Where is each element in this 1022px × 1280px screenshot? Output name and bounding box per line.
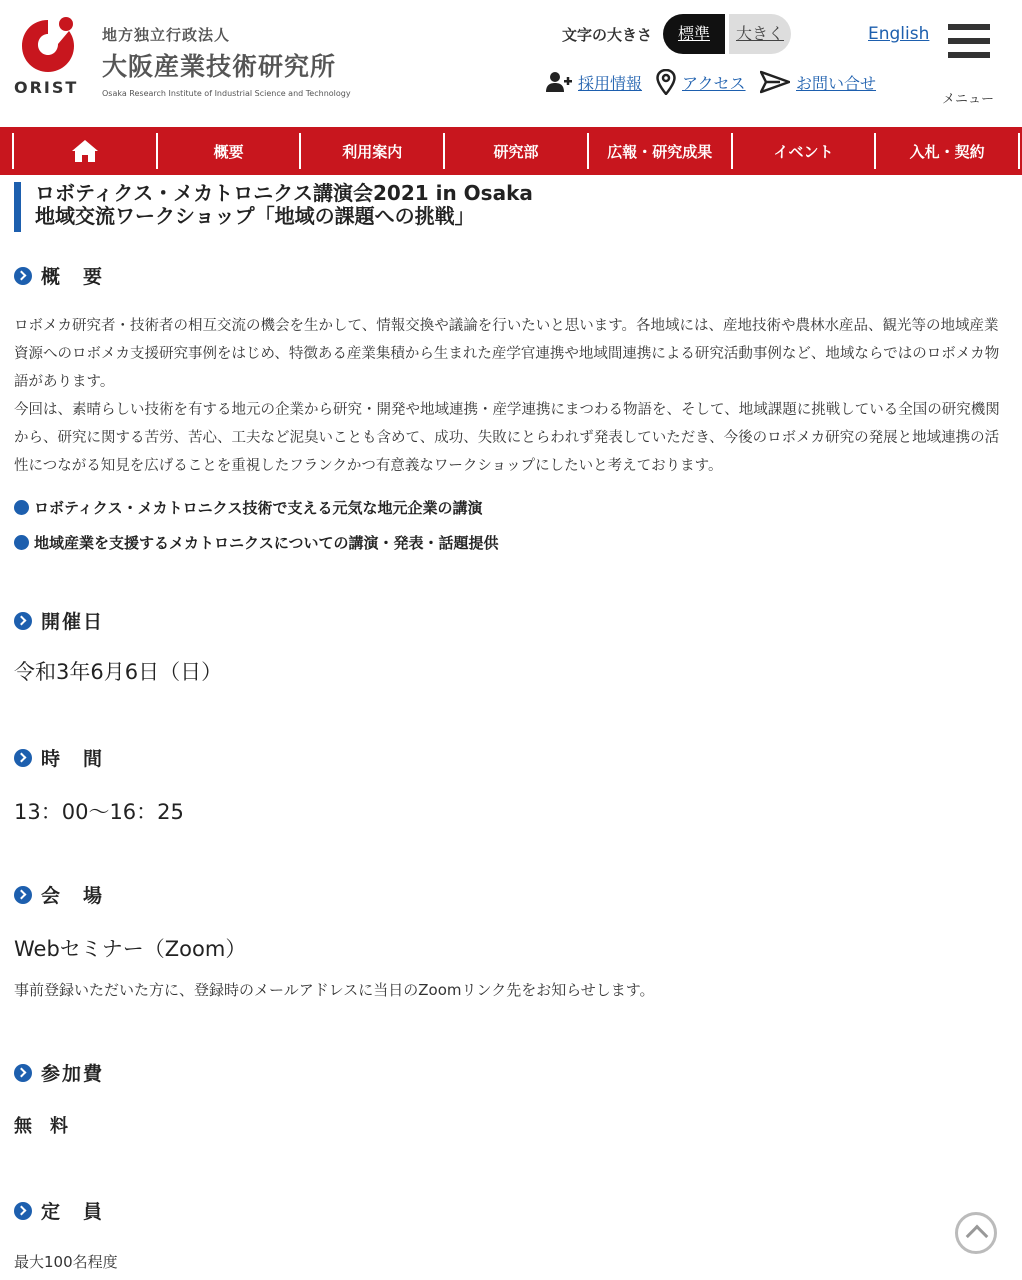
section-time-heading xyxy=(14,744,104,771)
page-title-line1: ロボティクス・メカトロニクス講演会2021 in Osaka xyxy=(35,181,533,205)
site-header xyxy=(0,0,1022,127)
chevron-circle-icon xyxy=(14,267,32,285)
page-top-button[interactable] xyxy=(955,1212,997,1254)
chevron-circle-icon xyxy=(14,886,32,904)
access-link-label: アクセス xyxy=(682,73,746,93)
overview-bullet-1 xyxy=(14,497,483,518)
recruit-link-label: 採用情報 xyxy=(578,73,643,93)
menu-button[interactable] xyxy=(948,24,990,64)
nav-overview[interactable]: 概要 xyxy=(156,133,300,169)
section-title: 会 場 xyxy=(41,885,105,907)
hamburger-icon-bar xyxy=(948,38,990,44)
section-overview-heading xyxy=(14,262,104,289)
nav-usage-guide[interactable]: 利用案内 xyxy=(299,133,443,169)
contact-link-label: お問い合せ xyxy=(796,73,877,93)
section-capacity-heading xyxy=(14,1197,104,1224)
send-icon xyxy=(760,70,790,94)
event-capacity: 最大100名程度 xyxy=(14,1253,118,1271)
page-title xyxy=(14,182,533,232)
recruit-link[interactable] xyxy=(546,70,642,94)
home-icon xyxy=(71,139,99,163)
hamburger-icon-bar xyxy=(948,52,990,58)
contact-link[interactable] xyxy=(760,70,876,94)
bullet-dot-icon xyxy=(14,500,29,515)
orist-logo-icon xyxy=(18,14,78,74)
org-english-name: Osaka Research Institute of Industrial Science and Technology xyxy=(102,89,351,98)
section-fee-heading xyxy=(14,1059,104,1086)
event-time: 13：00〜16：25 xyxy=(14,800,184,824)
hamburger-icon xyxy=(948,24,990,30)
venue-note: 事前登録いただいた方に、登録時のメールアドレスに当日のZoomリンク先をお知らせします。 xyxy=(14,981,655,999)
page-title-line2: 地域交流ワークショップ「地域の課題への挑戦」 xyxy=(35,204,475,228)
org-subtitle: 地方独立行政法人 xyxy=(102,26,231,44)
fontsize-label: 文字の大きさ xyxy=(562,26,653,44)
chevron-circle-icon xyxy=(14,612,32,630)
map-pin-icon xyxy=(656,69,676,95)
bullet-text: ロボティクス・メカトロニクス技術で支える元気な地元企業の講演 xyxy=(34,499,483,517)
section-title: 時 間 xyxy=(41,748,105,770)
chevron-circle-icon xyxy=(14,1064,32,1082)
nav-events[interactable]: イベント xyxy=(731,133,875,169)
event-fee: 無 料 xyxy=(14,1116,68,1137)
add-user-icon xyxy=(546,71,572,93)
org-name-block[interactable] xyxy=(102,24,351,98)
orist-logo[interactable] xyxy=(14,14,82,98)
fontsize-large-button[interactable]: 大きく xyxy=(729,14,791,54)
section-date-heading xyxy=(14,607,104,634)
org-title: 大阪産業技術研究所 xyxy=(102,52,337,81)
chevron-circle-icon xyxy=(14,1202,32,1220)
event-date: 令和3年6月6日（日） xyxy=(14,660,223,684)
nav-home[interactable] xyxy=(12,133,156,169)
section-title: 定 員 xyxy=(41,1201,105,1223)
access-link[interactable] xyxy=(656,70,746,94)
english-link[interactable]: English xyxy=(868,24,930,44)
global-nav xyxy=(0,127,1022,175)
chevron-circle-icon xyxy=(14,749,32,767)
overview-paragraph-1: ロボメカ研究者・技術者の相互交流の機会を生かして、情報交換や議論を行いたいと思います。各地域には、産地技術や農林水産品、観光等の地域産業資源へのロボメカ支援研究事例をはじめ、特徴ある産業集積から生まれた産学官連携や地域間連携による研究活動事例など、地域ならではのロボメカ物語があります。 xyxy=(14,318,1000,390)
section-title: 参加費 xyxy=(41,1063,105,1085)
section-venue-heading xyxy=(14,881,104,908)
nav-bidding[interactable]: 入札・契約 xyxy=(874,133,1020,169)
bullet-dot-icon xyxy=(14,535,29,550)
overview-bullet-2 xyxy=(14,532,499,553)
fontsize-standard-button[interactable]: 標準 xyxy=(663,14,725,54)
menu-label: メニュー xyxy=(942,92,995,107)
logo-text: ORIST xyxy=(14,78,79,97)
overview-paragraph-2: 今回は、素晴らしい技術を有する地元の企業から研究・開発や地域連携・産学連携にまつわる物語を、そして、地域課題に挑戦している全国の研究機関から、研究に関する苦労、苦心、工夫など泥臭いことも含めて、成功、失敗にとらわれず発表していただき、今後のロボメカ研究の発展と地域連携の活性につながる知見を広げることを重視したフランクかつ有意義なワークショップにしたいと考えております。 xyxy=(14,402,1000,474)
section-title: 開催日 xyxy=(41,611,105,633)
bullet-text: 地域産業を支援するメカトロニクスについての講演・発表・話題提供 xyxy=(34,534,499,552)
nav-pr-results[interactable]: 広報・研究成果 xyxy=(587,133,731,169)
section-title: 概 要 xyxy=(41,266,105,288)
event-venue: Webセミナー（Zoom） xyxy=(14,937,247,961)
nav-research-dept[interactable]: 研究部 xyxy=(443,133,587,169)
